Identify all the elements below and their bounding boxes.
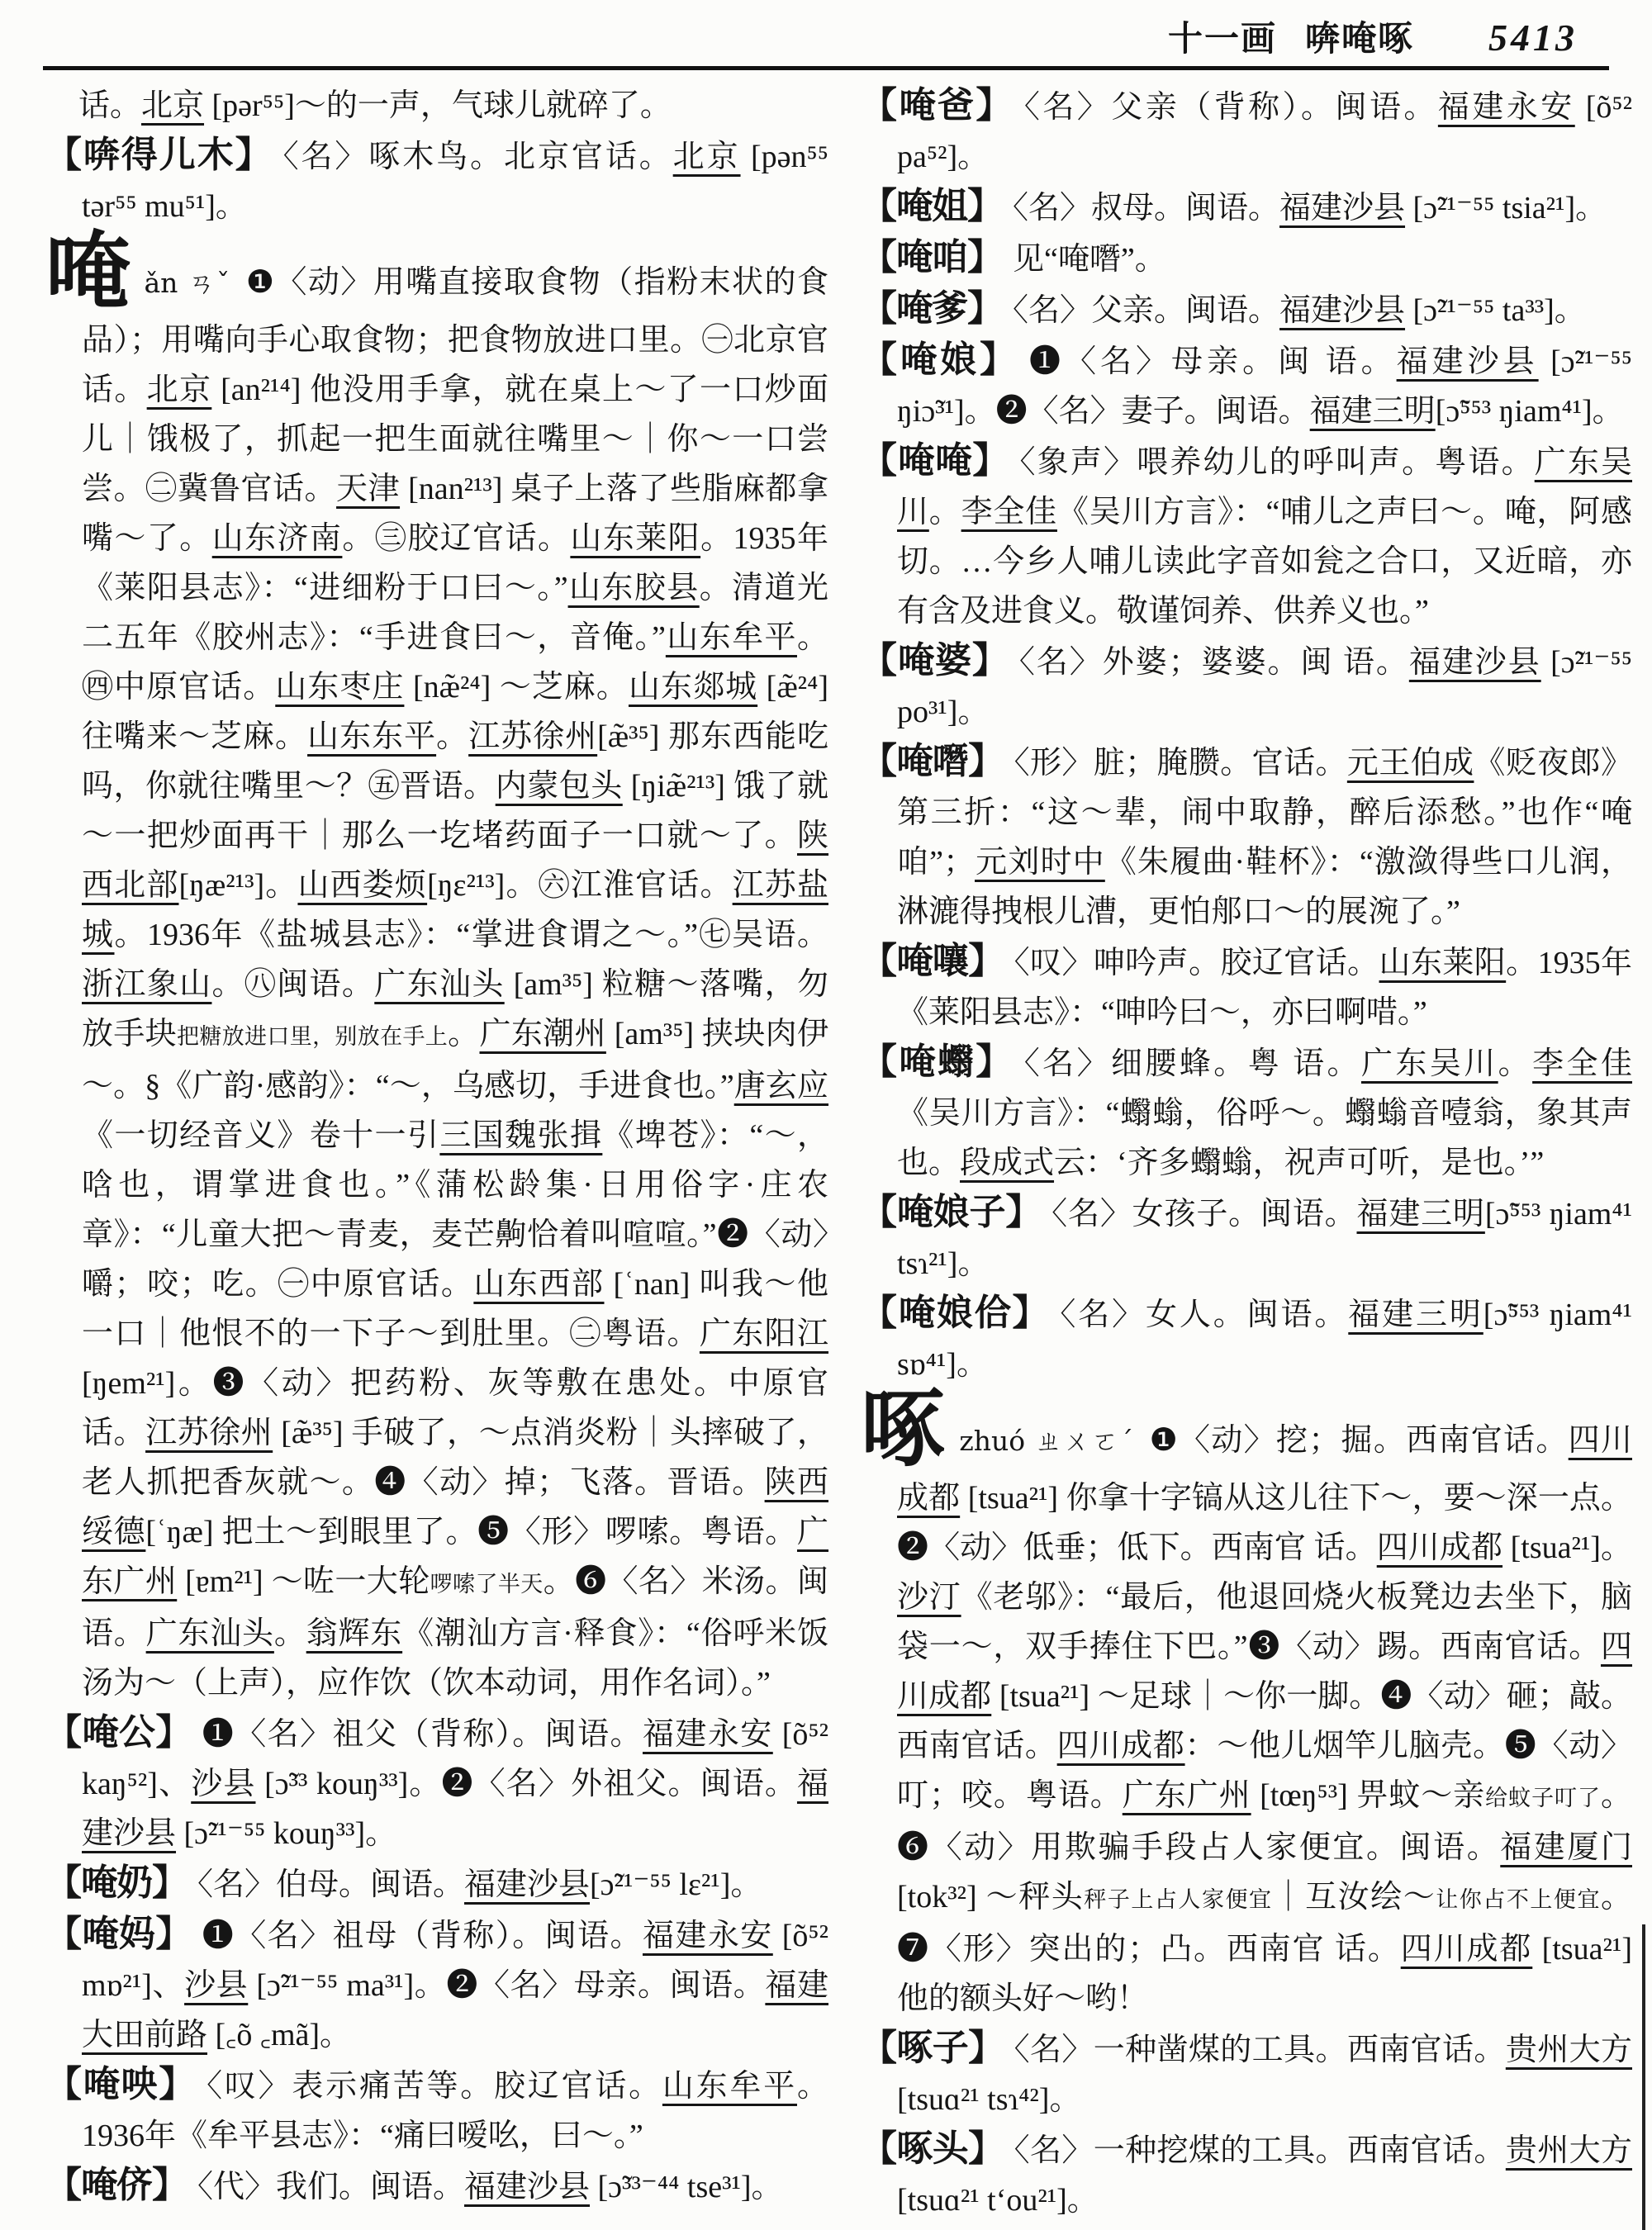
entry-body: 〈名〉细腰蜂。粤 语。广东吴川。李全佳《吴川方言》：“蠮螉，俗呼～。蠮螉音噎翁，象其声也。段成式云：‘齐多蠮螉，祝声可听，是也。’” (897, 1046, 1632, 1180)
dict-entry (45, 1708, 828, 1858)
dict-entry (45, 2060, 828, 2161)
headword: 【唵嚷】 (861, 941, 1004, 981)
headword: 【唵爹】 (861, 288, 1003, 329)
entry-body: 见“唵噆”。 (1013, 242, 1166, 277)
entry-continuation (45, 81, 828, 130)
dict-entry (45, 2161, 828, 2212)
dict-entry (861, 2024, 1632, 2124)
dict-entry (861, 636, 1632, 737)
dict-entry (45, 1910, 828, 2060)
headword: 【唵咉】 (45, 2064, 197, 2104)
stroke-section-label: 十一画 (1167, 21, 1277, 59)
headword: 【唵咱】 (861, 237, 1003, 278)
header-rule (43, 66, 1609, 70)
entry-body: 〈代〉我们。闽语。福建沙县 [ɔ̃³³⁻⁴⁴ tse³¹]。 (197, 2170, 783, 2204)
entry-body: 〈名〉父亲（背称）。闽语。福建永安 [õ⁵² pa⁵²]。 (897, 90, 1632, 174)
pronunciation: zhuó ㄓㄨㄛˊ (959, 1425, 1135, 1457)
dict-entry (45, 1858, 828, 1910)
head-character: 唵 (45, 226, 131, 320)
dict-entry (861, 182, 1632, 233)
headword: 【唵娘佮】 (861, 1293, 1051, 1333)
dict-entry (861, 1037, 1632, 1188)
dict-entry (861, 937, 1632, 1037)
head-character: 啄 (861, 1384, 947, 1478)
page-number: 5413 (1488, 17, 1578, 59)
entry-body: 〈名〉女人。闽语。福建三明[ɔ̃⁵⁵³ ŋiam⁴¹ sɒ⁴¹]。 (897, 1298, 1633, 1382)
headword: 【唵婆】 (861, 640, 1009, 681)
entry-body: 〈名〉女孩子。闽语。福建三明[ɔ̃⁵⁵³ ŋiam⁴¹ tsɿ²¹]。 (897, 1197, 1633, 1281)
headword: 【唵姐】 (861, 186, 1003, 226)
headword: 【啄头】 (861, 2128, 1004, 2169)
headword: 【唵妈】 (45, 1914, 192, 1954)
entry-body: ❶〈名〉祖父（背称）。闽语。福建永安 [õ⁵² kaŋ⁵²]、沙县 [ɔ̃³³ kouŋ³³]。❷〈名〉外祖父。闽语。福建沙县 [ɔ̃²¹⁻⁵⁵ kouŋ³³]。 (82, 1717, 829, 1851)
dict-entry (861, 81, 1632, 182)
headword: 【唵娘子】 (861, 1192, 1042, 1232)
dict-entry (861, 335, 1632, 436)
entry-body: 〈叹〉呻吟声。胶辽官话。山东莱阳。1935年《莱阳县志》：“呻吟曰～，亦曰啊唶。” (897, 946, 1632, 1030)
headword: 【唵噆】 (861, 741, 1004, 781)
headword: 【唵爸】 (861, 85, 1014, 126)
entry-body: 〈名〉一种凿煤的工具。西南官话。贵州大方 [tsuɑ²¹ tsɿ⁴²]。 (897, 2033, 1632, 2117)
entry-body: 〈名〉父亲。闽语。福建沙县 [ɔ̃²¹⁻⁵⁵ ta³³]。 (1013, 293, 1586, 328)
entry-body: ❶〈名〉母亲。闽 语。福建沙县 [ɔ̃²¹⁻⁵⁵ ŋiɔ̃³¹]。❷〈名〉妻子。闽语。福建三明[ɔ̃⁵⁵³ ŋiam⁴¹]。 (897, 344, 1632, 429)
running-head (0, 12, 1578, 61)
entry-body: 〈名〉叔母。闽语。福建沙县 [ɔ̃²¹⁻⁵⁵ tsia²¹]。 (1013, 191, 1607, 225)
left-column (45, 81, 828, 2212)
dict-entry (45, 130, 828, 231)
dict-entry-headchar (45, 226, 829, 1708)
dict-entry (861, 233, 1632, 284)
dict-entry (861, 737, 1632, 937)
entry-body: 〈叹〉表示痛苦等。胶辽官话。山东牟平。1936年《牟平县志》：“痛曰嗳吆，曰～。” (82, 2069, 828, 2153)
entry-body: ❶〈动〉用嘴直接取食物（指粉末状的食品）；用嘴向手心取食物；把食物放进口里。㊀北京官话。北京 [an²¹⁴] 他没用手拿，就在桌上～了一口炒面儿｜饿极了，抓起一把生面就往嘴里～｜你～一口尝尝。㊁冀鲁官话。天津 [nan²¹³] 桌子上落了些脂麻都拿嘴～了。山东济南。㊂胶辽官话。山东莱阳。1935年《莱阳县志》：“进细粉于口曰～。”山东胶县。清道光二五年《胶州志》：“手进食曰～，音俺。”山东牟平。㊃中原官话。山东枣庄 [næ̃²⁴] ～芝麻。山东郯城 [æ̃²⁴] 往嘴来～芝麻。山东东平。江苏徐州[æ̃³⁵] 那东西能吃吗，你就往嘴里～？㊄晋语。内蒙包头 [ŋiæ̃²¹³] 饿了就～一把炒面再干｜那么一圪堵药面子一口就～了。陕西北部[ŋæ²¹³]。山西娄烦[ŋɛ²¹³]。㊅江淮官话。江苏盐城。1936年《盐城县志》：“掌进食谓之～。”㊆吴语。浙江象山。㊇闽语。广东汕头 [am³⁵] 粒糖～落嘴，勿放手块把糖放进口里，别放在手上。广东潮州 [am³⁵] 挟块肉伊～。§《广韵·感韵》：“～，乌感切，手进食也。”唐玄应《一切经音义》卷十一引三国魏张揖《埤苍》：“～，唅也，谓掌进食也。”《蒲松龄集·日用俗字·庄农章》：“儿童大把～青麦，麦芒齁恰着叫喧喧。”❷〈动〉嚼；咬；吃。㊀中原官话。山东西部 [ʿnan] 叫我～他一口｜他恨不的一下子～到肚里。㊁粤语。广东阳江 [ŋem²¹]。❸〈动〉把药粉、灰等敷在患处。中原官话。江苏徐州 [æ̃³⁵] 手破了，～点消炎粉｜头摔破了，老人抓把香灰就～。❹〈动〉掉；飞落。晋语。陕西绥德[ʿŋæ] 把土～到眼里了。❺〈形〉啰嗦。粤语。广东广州 [ɐm²¹] ～咗一大轮啰嗦了半天。❻〈名〉米汤。闽语。广东汕头。翁辉东《潮汕方言·释食》：“俗呼米饭汤为～（上声），应作饮（饮本动词，用作名词）。” (82, 265, 829, 1701)
dict-entry (861, 1288, 1632, 1389)
entry-body: 〈名〉伯母。闽语。福建沙县[ɔ̃²¹⁻⁵⁵ lɛ²¹]。 (197, 1867, 762, 1902)
headword: 【喯得儿木】 (45, 135, 273, 175)
section-headword-chars: 喯唵啄 (1304, 21, 1414, 59)
headword: 【唵奶】 (45, 1862, 188, 1903)
headword: 【唵娘】 (861, 339, 1020, 380)
entry-body: 〈名〉一种挖煤的工具。西南官话。贵州大方 [tsuɑ²¹ tʻou²¹]。 (897, 2133, 1632, 2218)
entry-body: 〈象声〉喂养幼儿的呼叫声。粤语。广东吴川。李全佳《吴川方言》：“哺儿之声曰～。唵，阿感切。…今乡人哺儿读此字音如瓮之合口，又近暗，亦有含及进食义。敬谨饲养、供养义也。” (897, 445, 1632, 629)
pronunciation: ǎn ㄢˇ (144, 267, 231, 299)
scan-edge-artifact (1642, 1924, 1645, 2230)
dict-entry (861, 436, 1632, 636)
headword: 【唵公】 (45, 1712, 192, 1753)
entry-body: ❶〈名〉祖母（背称）。闽语。福建永安 [õ⁵² mɒ²¹]、沙县 [ɔ̃²¹⁻⁵⁵ ma³¹]。❷〈名〉母亲。闽语。福建大田前路 [꜀õ ꜀mã]。 (82, 1919, 829, 2052)
headword: 【唵侪】 (45, 2165, 188, 2205)
dict-entry (861, 2124, 1632, 2225)
entry-body: 〈名〉啄木鸟。北京官话。北京 [pən⁵⁵ tər⁵⁵ mu⁵¹]。 (82, 140, 828, 224)
dict-entry (861, 1188, 1632, 1288)
right-column (861, 81, 1632, 2225)
entry-body: ❶〈动〉挖；掘。西南官话。四川成都 [tsua²¹] 你拿十字镐从这儿往下～，要～深一点。❷〈动〉低垂；低下。西南官 话。四川成都 [tsua²¹]。沙汀《老邬》：“最后，他退回烧火板凳边去坐下，脑袋一～，双手捧住下巴。”❸〈动〉踢。西南官话。四川成都 [tsua²¹] ～足球｜～你一脚。❹〈动〉砸；敲。西南官话。四川成都：～他儿烟竿儿脑壳。❺〈动〉叮；咬。粤语。广东广州 [tœŋ⁵³] 畀蚊～亲给蚊子叮了。❻〈动〉用欺骗手段占人家便宜。闽语。福建厦门[tok³²] ～秤头秤子上占人家便宜｜互汝绘～让你占不上便宜。❼〈形〉突出的；凸。西南官 话。四川成都 [tsua²¹] 他的额头好～哟！ (897, 1423, 1633, 2016)
dict-entry-headchar (861, 1384, 1633, 2024)
entry-body: 〈形〉脏；腌臜。官话。元王伯成《贬夜郎》第三折：“这～辈，闹中取静，醉后添愁。”也作“唵咱”；元刘时中《朱履曲·鞋杯》：“激潋得些口儿润，淋漉得拽根儿漕，更怕郍口～的展涴了。” (897, 746, 1632, 929)
entry-body: 话。北京 [pər⁵⁵]～的一声，气球儿就碎了。 (78, 88, 672, 123)
entry-body: 〈名〉外婆；婆婆。闽 语。福建沙县 [ɔ̃²¹⁻⁵⁵ po³¹]。 (897, 645, 1632, 729)
headword: 【啄子】 (861, 2028, 1004, 2068)
dict-entry (861, 284, 1632, 335)
headword: 【唵蠮】 (861, 1041, 1014, 1082)
headword: 【唵唵】 (861, 440, 1010, 481)
